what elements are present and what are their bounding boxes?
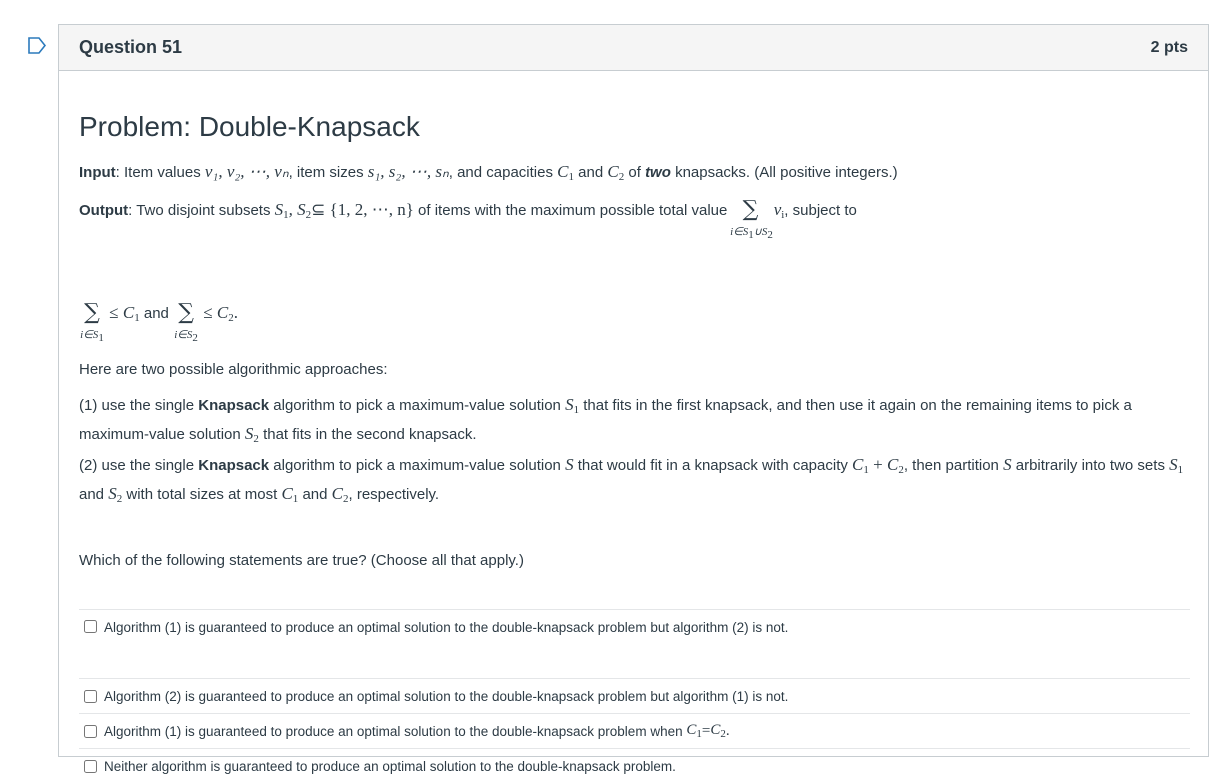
answer-checkbox-4[interactable] — [84, 760, 97, 773]
answer-option-3[interactable]: Algorithm (1) is guaranteed to produce an optimal solution to the double-knapsack problem when $C_1$ = $C_2$ . — [79, 713, 1190, 748]
input-text-6: knapsacks. (All positive integers.) — [675, 164, 898, 181]
answer-option-4[interactable] — [79, 748, 1190, 783]
input-two: two — [645, 164, 671, 181]
answer-checkbox-3[interactable] — [84, 725, 97, 738]
constraint-line: ∑ i∈S1 ≤ $C_1$ and ∑ i∈S2 ≤ $C_2$. — [80, 300, 238, 344]
problem-title: Problem: Double-Knapsack — [79, 111, 420, 142]
output-set: {1, 2, ⋯, n} — [329, 200, 414, 219]
math-c1: $C_1$ — [557, 162, 574, 183]
input-line — [79, 160, 898, 189]
answer-option-1[interactable] — [79, 609, 1190, 678]
output-line: Output: Two disjoint subsets $S_1$, $S_2⊆$ {1, 2, ⋯, n} of items with the maximum possible total value ∑ i∈S1∪S2 $v_i$, subject to — [79, 197, 857, 241]
input-values: v₁, v₂, ⋯, vₙ — [204, 162, 289, 181]
approach-2: (2) use the single Knapsack algorithm to pick a maximum-value solution S that would fit in a knapsack with capacity $C_1 + C_2$, then partition S arbitrarily into two sets $S_1$ and $S_2$ with total sizes at most $C_1$ and $C_2$, respectively. — [79, 455, 1184, 505]
input-text-5: of — [628, 164, 641, 181]
input-text-4: and — [578, 164, 604, 181]
approach-1: (1) use the single Knapsack algorithm to pick a maximum-value solution $S_1$ that fits in the first knapsack, and then use it again on the remaining items to pick a maximum-value solution $S_2$ that fits in the second knapsack. — [79, 395, 1132, 445]
input-sizes: s₁, s₂, ⋯, sₙ — [367, 162, 449, 181]
answer-label-3: Algorithm (1) is guaranteed to produce an optimal solution to the double-knapsack problem when — [104, 723, 683, 739]
math-s1-s2-subset: $S_1$, $S_2$ — [274, 200, 312, 221]
question-prompt: Which of the following statements are true? (Choose all that apply.) — [79, 552, 524, 569]
question-header — [59, 25, 1208, 71]
question-card — [58, 24, 1209, 774]
input-text-1: : Item values — [115, 164, 205, 181]
input-text-2: , item sizes — [288, 164, 368, 181]
answer-options — [79, 609, 1190, 783]
math-vi: $v_i$ — [773, 200, 785, 221]
answer-checkbox-1[interactable] — [84, 620, 97, 633]
flag-question-icon[interactable] — [28, 37, 46, 54]
output-label: Output — [79, 202, 129, 219]
output-text-3: , subject to — [784, 202, 857, 219]
answer-label-2: Algorithm (2) is guaranteed to produce an optimal solution to the double-knapsack problem but algorithm (1) is not. — [104, 688, 789, 704]
question-title: Question 51 — [79, 37, 183, 57]
output-text-1: : Two disjoint subsets — [128, 202, 271, 219]
sum-s2: ∑ i∈S2 — [174, 300, 198, 344]
question-points: 2 pts — [1150, 38, 1188, 56]
answer-label-1: Algorithm (1) is guaranteed to produce an optimal solution to the double-knapsack problem but algorithm (2) is not. — [104, 620, 789, 635]
answer-label-4: Neither algorithm is guaranteed to produce an optimal solution to the double-knapsack problem. — [104, 758, 676, 774]
sum-union: ∑ i∈S1∪S2 — [730, 197, 773, 241]
input-text-3: , and capacities — [448, 164, 558, 181]
constraint-and: and — [143, 305, 169, 322]
output-text-2: of items with the maximum possible total value — [418, 202, 728, 219]
sum-s1: ∑ i∈S1 — [80, 300, 104, 344]
input-label: Input — [79, 164, 116, 181]
answer-option-2[interactable] — [79, 678, 1190, 713]
answer-checkbox-2[interactable] — [84, 690, 97, 703]
math-c2: $C_2$ — [607, 162, 625, 183]
approaches-intro: Here are two possible algorithmic approaches: — [79, 361, 388, 378]
